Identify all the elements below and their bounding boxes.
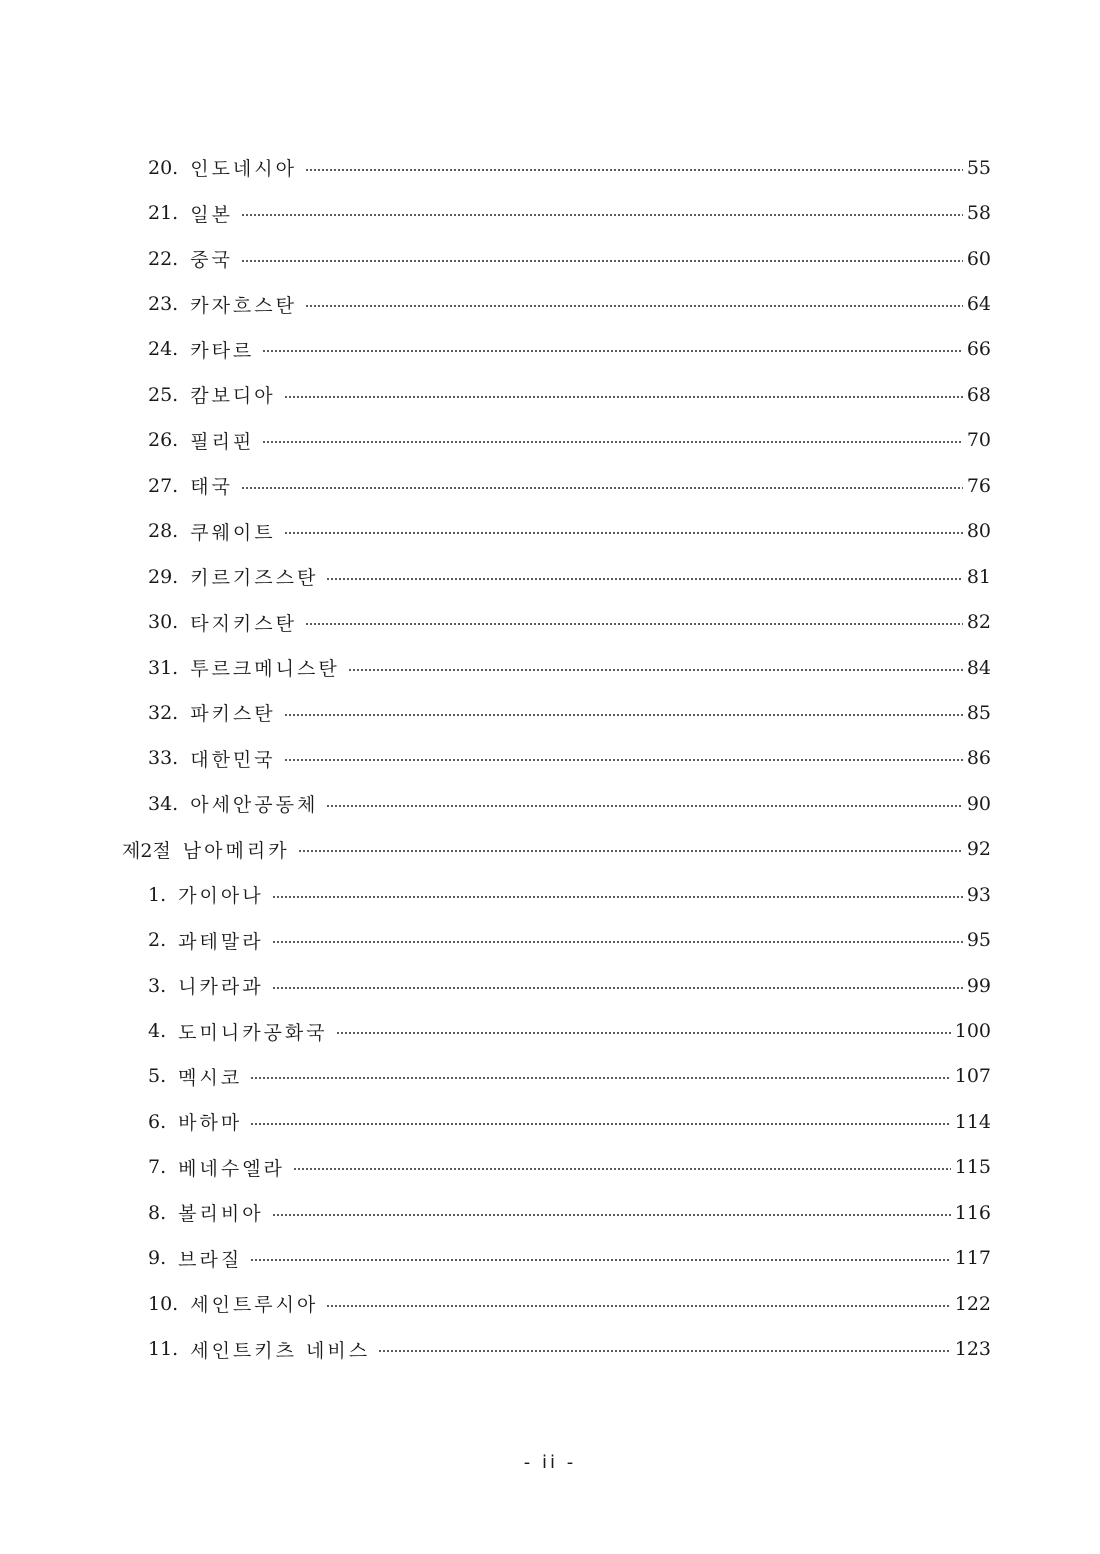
toc-entry-title: 타지키스탄 [190,612,297,635]
toc-entry-page: 114 [954,1110,991,1133]
toc-dot-leader [272,1214,951,1216]
toc-entry-page: 116 [954,1201,991,1224]
toc-entry[interactable] [0,1326,1100,1371]
toc-entry-page: 66 [966,338,991,361]
toc-entry-page: 90 [966,792,991,815]
toc-entry-number: 제2절 [122,839,171,862]
toc-entry-page: 86 [966,747,991,770]
toc-entry-number: 20. [148,156,179,179]
toc-entry-title: 필리핀 [190,430,255,453]
toc-dot-leader [272,987,963,989]
toc-entry-number: 11. [148,1338,179,1361]
toc-dot-leader [241,214,963,216]
toc-entry-title: 태국 [190,476,233,499]
toc-entry-title: 키르기즈스탄 [190,567,319,590]
toc-entry-title: 과테말라 [178,930,264,953]
toc-dot-leader [250,1259,951,1261]
toc-dot-leader [284,714,963,716]
toc-entry-number: 6. [148,1110,167,1133]
toc-entry[interactable] [0,599,1100,644]
toc-entry-page: 93 [966,883,991,906]
toc-entry-page: 115 [954,1156,991,1179]
toc-entry-number: 34. [148,792,179,815]
toc-entry-title: 멕시코 [178,1066,243,1089]
toc-dot-leader [272,941,963,943]
toc-entry-title: 바하마 [178,1112,243,1135]
toc-dot-leader [272,896,963,898]
toc-entry-page: 76 [966,474,991,497]
page-number-footer: - ii - [523,1452,577,1473]
toc-entry-number: 4. [148,1020,167,1043]
toc-entry-title: 가이아나 [178,885,264,908]
toc-dot-leader [241,487,963,489]
toc-entry-title: 인도네시아 [190,158,297,181]
toc-dot-leader [305,623,963,625]
toc-entry-page: 81 [966,565,991,588]
toc-dot-leader [250,1077,951,1079]
toc-dot-leader [284,532,963,534]
toc-entry-number: 25. [148,383,179,406]
toc-entry-page: 68 [966,383,991,406]
toc-entry-page: 123 [954,1338,991,1361]
toc-entry[interactable] [0,1190,1100,1235]
toc-entry-number: 29. [148,565,179,588]
toc-entry[interactable] [0,736,1100,781]
toc-entry-page: 64 [966,293,991,316]
toc-entry[interactable] [0,327,1100,372]
toc-entry[interactable] [0,1236,1100,1281]
toc-entry-page: 122 [954,1292,991,1315]
toc-entry-title: 카타르 [190,339,255,362]
toc-entry-number: 24. [148,338,179,361]
toc-dot-leader [336,1032,951,1034]
toc-entry-number: 10. [148,1292,179,1315]
toc-entry-title: 브라질 [178,1248,243,1271]
toc-dot-leader [326,805,962,807]
toc-entry-number: 9. [148,1247,167,1270]
toc-entry-number: 26. [148,429,179,452]
toc-dot-leader [250,1123,951,1125]
toc-entry-title: 볼리비아 [178,1203,264,1226]
toc-entry[interactable] [0,1145,1100,1190]
toc-entry-number: 8. [148,1201,167,1224]
toc-entry-page: 82 [966,611,991,634]
toc-entry-title: 세인트루시아 [190,1294,319,1317]
toc-entry[interactable] [0,917,1100,962]
table-of-contents [0,145,1100,1372]
toc-dot-leader [348,669,963,671]
toc-entry[interactable] [0,781,1100,826]
toc-entry-number: 21. [148,202,179,225]
toc-entry[interactable] [0,872,1100,917]
toc-entry-title: 남아메리카 [182,839,290,862]
toc-dot-leader [262,441,963,443]
toc-entry-title: 캄보디아 [190,385,276,408]
toc-entry-page: 99 [966,974,991,997]
toc-entry-number: 1. [148,883,167,906]
toc-entry[interactable] [0,827,1100,872]
toc-entry[interactable] [0,1054,1100,1099]
toc-entry[interactable] [0,372,1100,417]
toc-entry-title: 도미니카공화국 [178,1021,328,1044]
toc-entry[interactable] [0,145,1100,190]
toc-dot-leader [284,759,963,761]
toc-entry[interactable] [0,281,1100,326]
toc-entry-title: 쿠웨이트 [190,521,276,544]
toc-entry-title: 투르크메니스탄 [190,658,340,681]
toc-entry-title: 대한민국 [190,748,276,771]
toc-dot-leader [284,396,963,398]
toc-entry-page: 84 [966,656,991,679]
toc-entry-page: 55 [966,156,991,179]
toc-entry[interactable] [0,1008,1100,1053]
toc-entry[interactable] [0,190,1100,235]
toc-entry-number: 22. [148,247,179,270]
toc-entry-number: 32. [148,701,179,724]
toc-entry-number: 2. [148,929,167,952]
toc-entry-number: 3. [148,974,167,997]
toc-entry[interactable] [0,963,1100,1008]
toc-entry-page: 92 [966,838,991,861]
toc-entry-number: 33. [148,747,179,770]
toc-entry[interactable] [0,690,1100,735]
toc-entry-number: 5. [148,1065,167,1088]
toc-entry-number: 23. [148,293,179,316]
toc-dot-leader [326,1305,950,1307]
toc-dot-leader [298,850,963,852]
toc-entry-number: 30. [148,611,179,634]
toc-entry-title: 니카라과 [178,976,264,999]
toc-dot-leader [262,350,963,352]
toc-entry-page: 117 [954,1247,991,1270]
toc-entry-page: 107 [954,1065,991,1088]
toc-entry-page: 85 [966,701,991,724]
toc-dot-leader [293,1168,951,1170]
toc-entry-title: 세인트키츠 네비스 [190,1339,371,1362]
toc-entry[interactable] [0,1099,1100,1144]
toc-entry[interactable] [0,554,1100,599]
toc-dot-leader [326,578,962,580]
toc-dot-leader [378,1350,951,1352]
toc-dot-leader [305,305,963,307]
toc-entry[interactable] [0,463,1100,508]
toc-entry-title: 카자흐스탄 [190,294,297,317]
toc-entry-number: 27. [148,474,179,497]
toc-entry[interactable] [0,236,1100,281]
toc-entry-number: 28. [148,520,179,543]
toc-entry[interactable] [0,1281,1100,1326]
toc-entry-number: 31. [148,656,179,679]
toc-entry-title: 일본 [190,203,233,226]
toc-entry[interactable] [0,418,1100,463]
toc-entry[interactable] [0,645,1100,690]
toc-entry-title: 파키스탄 [190,703,276,726]
toc-entry-page: 95 [966,929,991,952]
toc-entry-page: 100 [954,1020,991,1043]
toc-entry-page: 80 [966,520,991,543]
toc-dot-leader [241,260,963,262]
toc-entry-page: 60 [966,247,991,270]
toc-entry-title: 중국 [190,249,233,272]
toc-entry-page: 58 [966,202,991,225]
toc-entry-number: 7. [148,1156,167,1179]
toc-dot-leader [305,169,963,171]
toc-entry-page: 70 [966,429,991,452]
toc-entry-title: 베네수엘라 [178,1157,285,1180]
toc-entry[interactable] [0,509,1100,554]
toc-entry-title: 아세안공동체 [190,794,319,817]
